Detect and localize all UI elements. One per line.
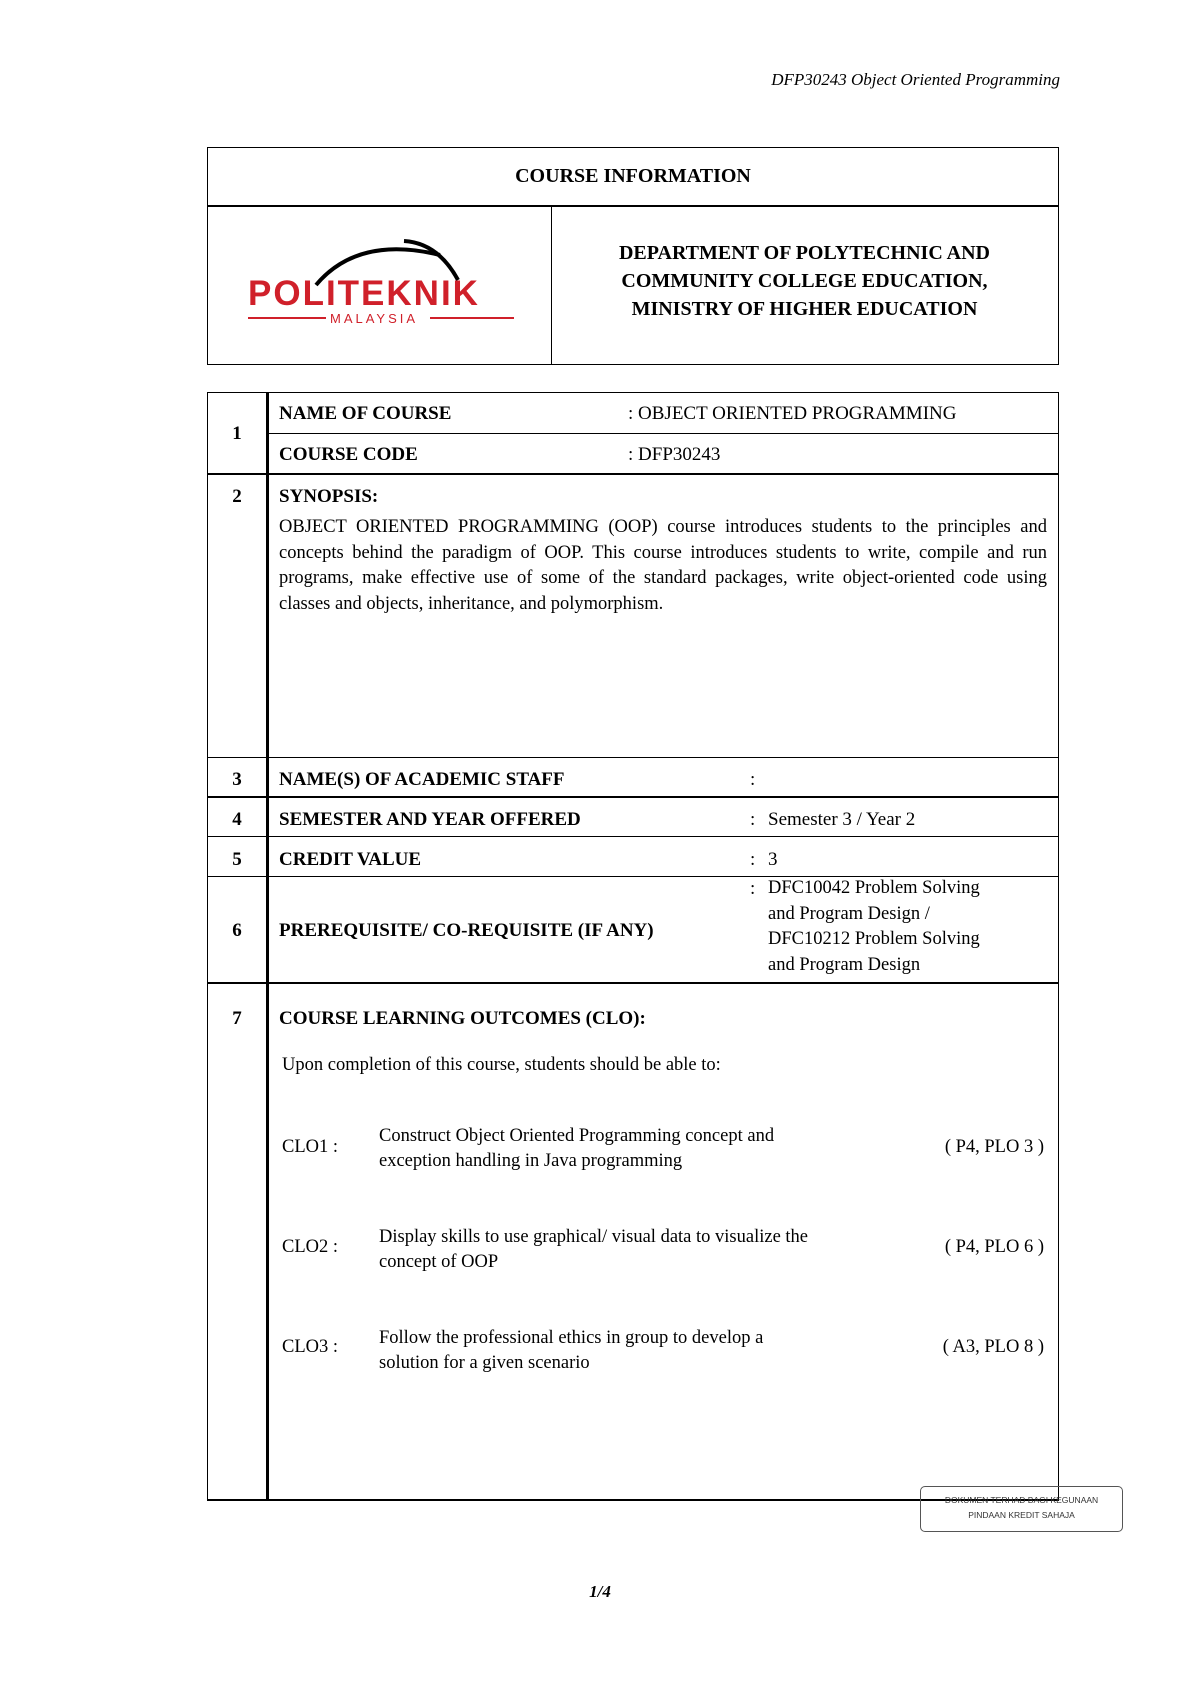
document-stamp	[920, 1486, 1123, 1532]
row-number: 2	[232, 486, 242, 507]
clo-line: Display skills to use graphical/ visual data to visualize the	[379, 1227, 809, 1247]
prerequisite-line: DFC10042 Problem Solving	[768, 878, 980, 898]
clo-line: Follow the professional ethics in group to develop a	[379, 1328, 764, 1348]
clo-line: solution for a given scenario	[379, 1353, 590, 1373]
row-number: 7	[232, 1008, 242, 1029]
clo-id: CLO3 :	[282, 1337, 339, 1357]
row-divider	[208, 796, 1058, 798]
course-code-label: COURSE CODE	[279, 444, 418, 465]
prerequisite-value	[768, 876, 980, 978]
politeknik-logo	[208, 205, 551, 365]
prerequisite-label: PREREQUISITE/ CO-REQUISITE (IF ANY)	[279, 920, 654, 941]
clo-description	[379, 1225, 899, 1275]
clo-description	[379, 1124, 899, 1174]
academic-staff-colon: :	[750, 769, 756, 790]
semester-colon: :	[750, 809, 756, 830]
clo-line: exception handling in Java programming	[379, 1151, 683, 1171]
clo-tag: ( A3, PLO 8 )	[942, 1337, 1044, 1357]
clo-id: CLO1 :	[282, 1137, 339, 1157]
department-line-1: DEPARTMENT OF POLYTECHNIC AND	[618, 241, 990, 264]
credit-value-label: CREDIT VALUE	[279, 849, 422, 870]
row-number: 4	[232, 809, 242, 830]
row-number: 3	[232, 769, 242, 790]
row-divider	[208, 836, 1058, 837]
row-divider	[208, 982, 1058, 984]
clo-line: Construct Object Oriented Programming concept and	[379, 1126, 775, 1146]
prerequisite-line: and Program Design /	[768, 903, 930, 924]
semester-label: SEMESTER AND YEAR OFFERED	[279, 809, 581, 830]
credit-value: 3	[768, 849, 778, 870]
column-divider	[266, 393, 269, 1499]
clo-tag: ( P4, PLO 3 )	[944, 1137, 1044, 1157]
row-number: 6	[232, 920, 242, 941]
row-divider	[208, 757, 1058, 758]
course-info-box	[207, 147, 1059, 365]
synopsis-text: OBJECT ORIENTED PROGRAMMING (OOP) course introduces students to the principles and concepts behind the paradigm of OOP. This course introduces students to write, compile and run programs, make effective use of some of the standard packages, write object-oriented code using classes and objects, inheritance, and polymorphism.	[279, 517, 1047, 614]
department-line-2: COMMUNITY COLLEGE EDUCATION,	[621, 269, 988, 292]
prerequisite-line: DFC10212 Problem Solving	[768, 929, 980, 949]
name-of-course-label: NAME OF COURSE	[279, 403, 452, 424]
semester-value: Semester 3 / Year 2	[768, 809, 916, 830]
course-info-title: COURSE INFORMATION	[208, 148, 1058, 207]
credit-value-colon: :	[750, 849, 756, 870]
row-number: 1	[232, 423, 242, 444]
page-number: 1/4	[589, 1582, 611, 1601]
name-of-course-value: : OBJECT ORIENTED PROGRAMMING	[628, 403, 957, 424]
clo-description	[379, 1326, 899, 1376]
row-number: 5	[232, 849, 242, 870]
clo-line: concept of OOP	[379, 1252, 499, 1272]
stamp-line: PINDAAN KREDIT SAHAJA	[968, 1510, 1075, 1520]
clo-tag: ( P4, PLO 6 )	[944, 1237, 1044, 1257]
prerequisite-line: and Program Design	[768, 954, 921, 975]
department-cell	[551, 205, 1058, 364]
stamp-line: DOKUMEN TERHAD BAGI KEGUNAAN	[944, 1495, 1099, 1505]
logo-cell	[208, 205, 552, 364]
synopsis-label: SYNOPSIS:	[279, 486, 379, 507]
clo-id: CLO2 :	[282, 1237, 339, 1257]
logo-subtext: MALAYSIA	[330, 311, 419, 326]
course-code-value: : DFP30243	[628, 444, 721, 465]
row-divider	[208, 473, 1058, 475]
page-header: DFP30243 Object Oriented Programming	[771, 70, 1060, 89]
prerequisite-colon: :	[750, 878, 756, 899]
clo-label: COURSE LEARNING OUTCOMES (CLO):	[279, 1008, 646, 1029]
row-divider	[269, 433, 1058, 434]
clo-intro: Upon completion of this course, students should be able to:	[282, 1055, 721, 1075]
department-line-3: MINISTRY OF HIGHER EDUCATION	[631, 297, 978, 320]
logo-text: POLITEKNIK	[248, 274, 480, 313]
course-table	[207, 392, 1059, 1501]
academic-staff-label: NAME(S) OF ACADEMIC STAFF	[279, 769, 565, 790]
